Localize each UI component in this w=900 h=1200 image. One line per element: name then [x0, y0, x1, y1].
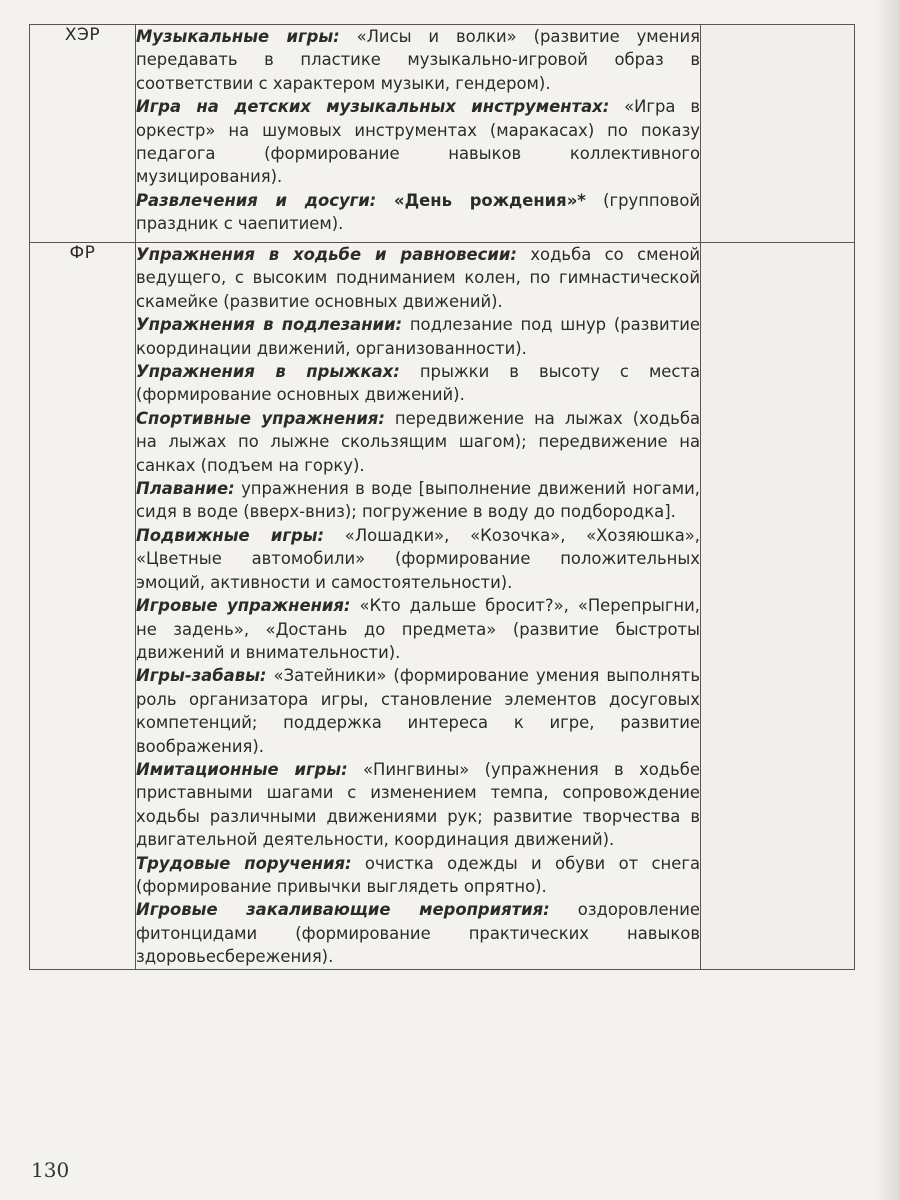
activity-entry [136, 594, 700, 664]
activity-entry [136, 852, 700, 899]
activity-entry [136, 95, 700, 189]
activity-text: «Пингвины» (упражнения в ходьбе приставными шагами с изменением темпа, сопровождение ходьбы различными движениями рук; развитие творчества в двигательной деятельности, координация движений). [136, 759, 700, 850]
activity-entry [136, 477, 700, 524]
activity-text: «Затейники» (формирование умения выполнять роль организатора игры, становление элементов досуговых компетенций; поддержка интереса к игре, развитие воображения). [136, 666, 700, 756]
activity-bold-text: «День рождения»* [376, 190, 586, 210]
activity-entry [136, 524, 700, 594]
activities-cell [136, 25, 701, 243]
area-code-cell [30, 25, 136, 243]
activity-text: ходьба со сменой ведущего, с высоким подниманием колен, по гимнастической скамейке (развитие основных движений). [136, 245, 701, 311]
activity-title: Упражнения в подлезании: [136, 315, 403, 335]
activity-title: Упражнения в ходьбе и равновесии: [136, 245, 517, 264]
activity-title: Упражнения в прыжках: [136, 362, 400, 382]
activity-entry [136, 25, 700, 95]
activity-title: Игра на детских музыкальных инструментах: [136, 97, 610, 117]
activity-entry [136, 189, 700, 236]
activity-title: Развлечения и досуги: [136, 190, 377, 210]
activity-text: очистка одежды и обуви от снега (формирование привычки выглядеть опрятно). [136, 853, 700, 896]
activity-text: прыжки в высоту с места (формирование основных движений). [136, 362, 700, 405]
activity-entry [136, 898, 700, 968]
area-code-cell [30, 243, 136, 970]
table-row-hep [30, 25, 855, 243]
activity-entry [136, 243, 700, 313]
area-code: ФР [69, 243, 96, 263]
empty-cell [701, 243, 855, 970]
activity-text: подлезание под шнур (развитие координации движений, организованности). [136, 315, 700, 358]
area-code: ХЭР [64, 25, 101, 45]
activity-text: упражнения в воде [выполнение движений ногами, сидя в воде (вверх-вниз); погружение в воду до подбородка]. [136, 479, 700, 522]
activity-text: (групповой праздник с чаепитием). [136, 190, 701, 234]
activity-text: «Кто дальше бросит?», «Перепрыгни, не задень», «Достань до предмета» (развитие быстроты движений и внимательности). [136, 596, 701, 662]
activity-text: оздоровление фитонцидами (формирование практических навыков здоровьесбережения). [136, 900, 701, 967]
activity-title: Имитационные игры: [136, 759, 348, 779]
activity-title: Подвижные игры: [136, 525, 325, 545]
activities-cell [136, 243, 701, 970]
activity-text: передвижение на лыжах (ходьба на лыжах по лыжне скользящим шагом); передвижение на санках (подъем на горку). [136, 408, 700, 475]
empty-cell [701, 25, 855, 243]
page-number: 130 [31, 1158, 70, 1182]
table-row-fr [30, 243, 855, 970]
activity-title: Игры-забавы: [136, 666, 267, 686]
activities-table [29, 24, 855, 970]
activity-title: Музыкальные игры: [136, 27, 340, 46]
activity-entry [136, 664, 700, 758]
activity-entry [136, 758, 700, 852]
activity-text: «Лисы и волки» (развитие умения передавать в пластике музыкально-игровой образ в соответствии с характером музыки, гендером). [136, 27, 700, 93]
activity-title: Плавание: [136, 479, 235, 499]
activity-entry [136, 313, 700, 360]
activity-text: «Игра в оркестр» на шумовых инструментах (маракасах) по показу педагога (формирование навыков коллективного музицирования). [136, 97, 700, 187]
activity-title: Игровые упражнения: [136, 596, 351, 616]
activity-entry [136, 360, 700, 407]
activity-title: Игровые закаливающие мероприятия: [136, 900, 550, 920]
page-edge-shadow [874, 0, 900, 1200]
activity-title: Спортивные упражнения: [136, 408, 385, 428]
activity-text: «Лошадки», «Козочка», «Хозяюшка», «Цветные автомобили» (формирование положительных эмоций, активности и самостоятельности). [136, 525, 700, 592]
activity-entry [136, 407, 700, 477]
activity-title: Трудовые поручения: [136, 853, 352, 873]
